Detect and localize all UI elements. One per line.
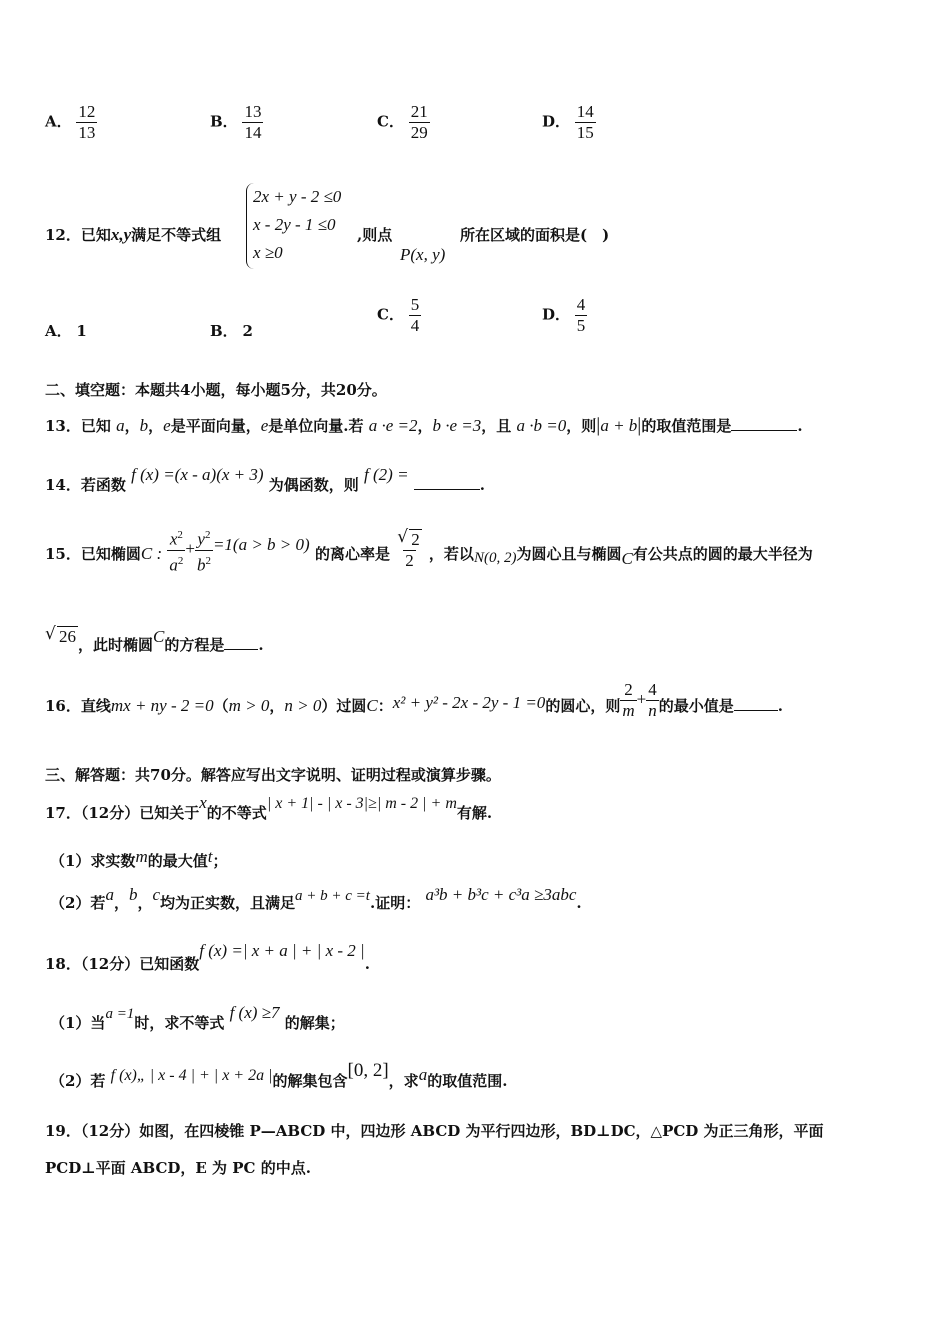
text: . [797, 417, 803, 435]
text: . [364, 955, 370, 973]
question-16 [45, 680, 783, 721]
text: （2）若 [50, 1072, 106, 1090]
text: 为圆心且与椭圆 [516, 545, 622, 564]
q12-text3: 所在区域的面积是( ) [460, 226, 610, 244]
text: 的解集包含 [272, 1072, 348, 1090]
sqrt-symbol: √ [397, 527, 409, 548]
superscript: 2 [205, 554, 211, 567]
question-19-line-2: PCD⊥平面 ABCD，E 为 PC 的中点. [45, 1159, 311, 1177]
answer-blank[interactable] [224, 635, 258, 650]
system-line-3: x ≥0 [253, 243, 283, 262]
text: （ [213, 696, 229, 715]
text: 的方程是 [164, 636, 225, 654]
text: ， [113, 894, 129, 912]
option-label: A． [45, 322, 72, 340]
answer-blank[interactable] [414, 475, 480, 490]
math: | x + 1| - | x - 3|≥| m - 2 | + m [266, 795, 457, 812]
text: 的解集； [284, 1014, 345, 1032]
text: 均为正实数，且满足 [160, 894, 296, 912]
text: ， [137, 894, 153, 912]
denominator: 15 [576, 123, 594, 142]
math: y [197, 529, 205, 549]
numerator: 4 [648, 680, 657, 699]
sqrt-symbol: √ [45, 624, 56, 644]
question-17-part-2 [50, 884, 582, 912]
text: 的取值范围是 [641, 417, 732, 435]
math: n > 0 [284, 695, 322, 715]
denominator: n [648, 701, 657, 720]
option-value: 2 [242, 322, 253, 340]
text: ； [212, 852, 228, 870]
question-18-part-1 [50, 1002, 345, 1032]
text: .证明： [369, 894, 421, 912]
math: b [128, 885, 138, 904]
text: ，若以 [428, 545, 474, 564]
denominator [195, 550, 213, 576]
text: （1）当 [50, 1014, 106, 1032]
fraction [242, 102, 263, 143]
q12-option-b [210, 320, 253, 341]
text: . [777, 696, 783, 715]
math: a + b + c =t [295, 888, 370, 904]
sqrt [45, 626, 78, 647]
math: + [185, 539, 195, 559]
fraction [620, 680, 636, 721]
text: 14．若函数 [45, 476, 126, 494]
text: 18．（12分）已知函数 [45, 955, 200, 973]
text: 有公共点的圆的最大半径为 [632, 545, 813, 564]
math: x [199, 793, 207, 812]
q12-option-a [45, 320, 87, 341]
numerator: 5 [410, 295, 420, 314]
question-17 [45, 792, 493, 822]
text: ，则 [566, 417, 597, 435]
math: a [105, 885, 114, 904]
fraction [409, 295, 422, 336]
text: ： [377, 696, 393, 715]
fraction [409, 102, 430, 143]
math: C [366, 695, 378, 715]
text: ， [124, 417, 140, 435]
math: x² + y² - 2x - 2y - 1 =0 [392, 692, 546, 712]
text: 有解. [456, 804, 493, 822]
option-label: C． [377, 305, 404, 324]
math: m > 0 [228, 695, 270, 715]
text: 是平面向量， [170, 417, 261, 435]
text: 12．已知 [45, 226, 111, 244]
text: 的最小值是 [658, 696, 734, 715]
numerator: 4 [576, 295, 586, 314]
math-vars: x,y [110, 225, 132, 244]
text: ）过圆 [321, 696, 367, 715]
inequality-system [246, 183, 341, 269]
system-line-2: x - 2y - 1 ≤0 [253, 215, 336, 234]
math: a ·e =2 [368, 416, 418, 435]
math: [0, 2] [347, 1060, 389, 1081]
text: 13．已知 [45, 417, 111, 435]
radicand: 26 [59, 627, 76, 646]
superscript: 2 [204, 529, 211, 541]
numerator [395, 529, 424, 550]
denominator: 29 [410, 123, 428, 142]
math: c [152, 885, 161, 904]
text: 为偶函数，则 [268, 476, 359, 494]
text: 满足不等式组 [131, 226, 222, 244]
denominator: m [622, 701, 635, 720]
text: ，求 [388, 1072, 419, 1090]
text: 的离心率是 [314, 545, 390, 564]
text: （2）若 [50, 894, 106, 912]
text: ，且 [481, 417, 512, 435]
section-heading-fill-in: 二、填空题：本题共4小题，每小题5分，共20分。 [45, 381, 387, 399]
q11-option-b [210, 102, 263, 143]
text: 是单位向量.若 [268, 417, 364, 435]
superscript: 2 [177, 554, 184, 567]
math: mx + ny - 2 =0 [110, 695, 214, 715]
fraction [575, 295, 588, 336]
text: . [258, 636, 264, 654]
option-label: B． [210, 112, 238, 131]
numerator [168, 525, 185, 550]
denominator: 2 [405, 551, 414, 571]
numerator [195, 525, 212, 550]
math: f (x) =| x + a | + | x - 2 | [199, 941, 365, 960]
answer-blank[interactable] [734, 696, 778, 711]
question-17-part-1 [50, 846, 228, 870]
question-14 [45, 465, 486, 495]
numerator: 2 [624, 680, 633, 699]
q12-option-c [377, 295, 421, 336]
text: （1）求实数 [50, 852, 136, 870]
math: x [169, 529, 178, 549]
math: t [207, 847, 213, 866]
math: a =1 [105, 1006, 135, 1022]
text: ， [269, 696, 285, 715]
question-13 [45, 414, 803, 437]
question-15 [45, 525, 813, 575]
radicand: 2 [411, 530, 420, 550]
math: a [418, 1065, 428, 1084]
fraction [76, 102, 97, 143]
question-15-continued [45, 624, 264, 654]
math: e [163, 416, 171, 435]
q12-option-d [542, 295, 587, 336]
numerator: 13 [244, 102, 262, 121]
math: C [621, 549, 633, 569]
math: f (x) =(x - a)(x + 3) [131, 465, 264, 484]
option-value: 1 [76, 322, 87, 340]
denominator: 13 [78, 123, 96, 142]
option-label: C． [377, 112, 404, 131]
math: C [153, 627, 165, 646]
math: f (x)„ | x - 4 | + | x + 2a | [110, 1067, 273, 1084]
math: a [169, 555, 178, 575]
math: a ·b =0 [516, 416, 567, 435]
math: C : [140, 544, 163, 564]
option-label: B． [210, 322, 238, 340]
denominator [167, 550, 185, 576]
answer-blank[interactable] [731, 416, 797, 431]
q12-point: P(x, y) [400, 245, 446, 264]
abs-bar: | [596, 414, 601, 436]
denominator: 14 [244, 123, 262, 142]
math: a + b [600, 416, 638, 435]
option-label: A． [45, 112, 72, 131]
text: 17．（12分）已知关于 [45, 804, 200, 822]
text: 的圆心，则 [545, 696, 621, 715]
fraction [395, 529, 424, 571]
abs-bar: | [637, 414, 642, 436]
fraction [195, 525, 213, 575]
text: 的取值范围. [427, 1072, 508, 1090]
text: 15．已知椭圆 [45, 545, 141, 564]
math: m [135, 847, 148, 866]
option-label: D． [542, 305, 571, 324]
section-heading-solutions: 三、解答题：共70分。解答应写出文字说明、证明过程或演算步骤。 [45, 766, 501, 784]
math: + [636, 689, 647, 709]
math: b [139, 416, 149, 435]
sqrt [397, 529, 422, 550]
text: 的不等式 [206, 804, 267, 822]
text: . [576, 894, 582, 912]
math: a³b + b³c + c³a ≥3abc [425, 885, 577, 904]
numerator: 14 [576, 102, 594, 121]
q12-prefix [45, 224, 221, 245]
text: 16．直线 [45, 696, 111, 715]
math: f (2) = [364, 465, 409, 484]
option-label: D． [542, 112, 571, 131]
math: b [196, 555, 206, 575]
math: f (x) ≥7 [229, 1003, 280, 1022]
question-18 [45, 940, 370, 973]
fraction [167, 525, 185, 575]
question-18-part-2 [50, 1060, 508, 1090]
question-19-line-1: 19．（12分）如图，在四棱锥 P—ABCD 中，四边形 ABCD 为平行四边形，BD⊥DC，△PCD 为正三角形，平面 [45, 1122, 824, 1140]
numerator: 12 [78, 102, 96, 121]
denominator: 4 [410, 316, 420, 335]
fraction [575, 102, 596, 143]
numerator: 21 [410, 102, 428, 121]
superscript: 2 [177, 529, 183, 541]
math: b ·e =3 [432, 416, 482, 435]
q11-option-c [377, 102, 430, 143]
math: =1(a > b > 0) [212, 535, 310, 555]
q11-option-d [542, 102, 596, 143]
q11-option-a [45, 102, 97, 143]
fraction [646, 680, 659, 721]
text: ，此时椭圆 [78, 636, 154, 654]
denominator: 5 [576, 316, 586, 335]
text: 时，求不等式 [134, 1014, 225, 1032]
text: ， [417, 417, 433, 435]
text: . [479, 476, 486, 494]
math: N(0, 2) [473, 550, 517, 567]
system-line-1: 2x + y - 2 ≤0 [253, 187, 342, 206]
math: e [260, 416, 269, 435]
text: ， [148, 417, 164, 435]
text: 的最大值 [147, 852, 208, 870]
math: a [116, 416, 125, 435]
q12-text2: ,则点 [357, 226, 393, 244]
